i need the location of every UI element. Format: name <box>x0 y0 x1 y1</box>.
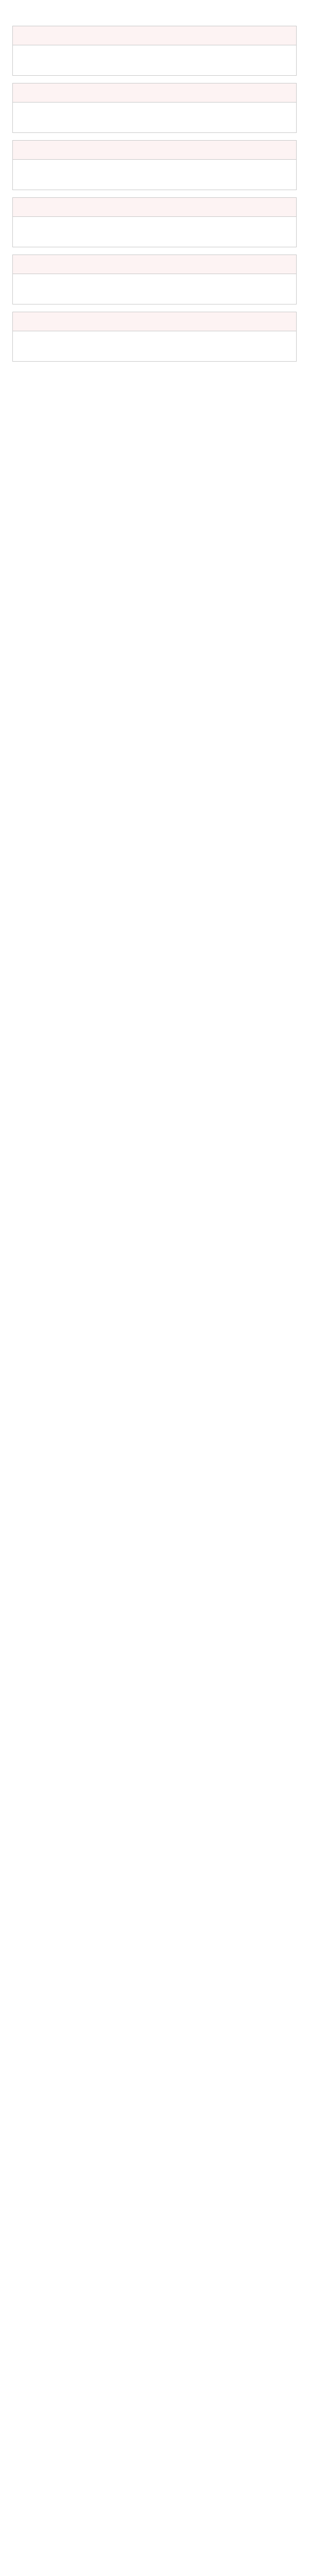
section-heading <box>12 26 297 45</box>
agenda-section <box>12 197 297 247</box>
section-body <box>12 102 297 133</box>
agenda-page <box>0 0 309 382</box>
agenda-section <box>12 312 297 362</box>
section-heading <box>12 140 297 159</box>
section-body <box>12 331 297 362</box>
section-body <box>12 216 297 247</box>
agenda-sections <box>12 26 297 362</box>
section-body <box>12 159 297 190</box>
section-heading <box>12 197 297 216</box>
document-header <box>12 0 297 19</box>
agenda-section <box>12 140 297 190</box>
section-heading <box>12 83 297 102</box>
agenda-section <box>12 255 297 304</box>
agenda-section <box>12 83 297 133</box>
section-heading <box>12 312 297 331</box>
section-body <box>12 274 297 304</box>
agenda-section <box>12 26 297 76</box>
section-body <box>12 45 297 76</box>
section-heading <box>12 255 297 274</box>
